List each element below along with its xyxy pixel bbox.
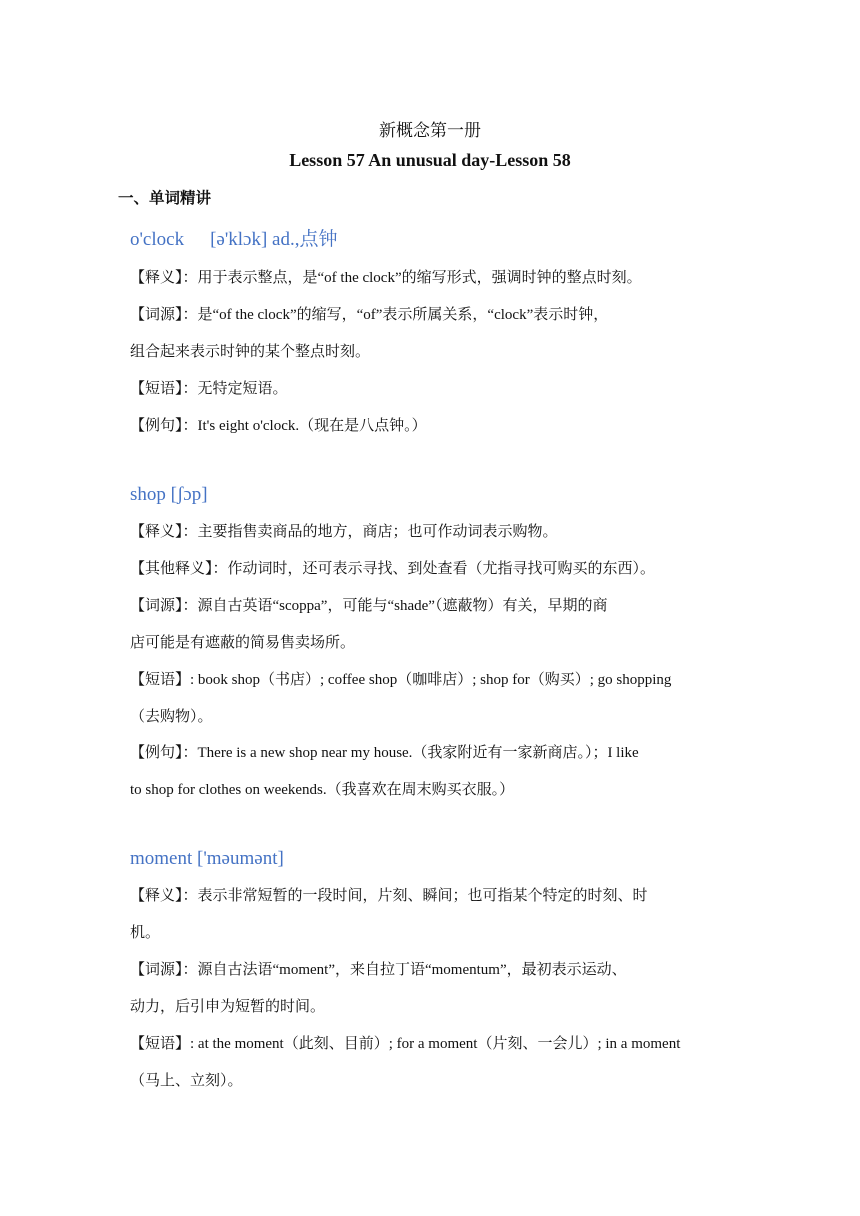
entry-line: 【词源】：源自古法语“moment”，来自拉丁语“momentum”，最初表示运动、 (130, 962, 627, 978)
entry-line: 【例句】：It's eight o'clock.（现在是八点钟。） (130, 418, 427, 434)
entry-line: 【例句】：There is a new shop near my house.（我家附近有一家新商店。）；I like (130, 745, 639, 761)
entry-line: 组合起来表示时钟的某个整点时刻。 (130, 344, 371, 360)
entry-line: （去购物）。 (130, 709, 213, 725)
vocab-word-shop: shop [ʃɔp] (130, 484, 208, 505)
vocab-word-oclock (130, 224, 337, 251)
entry-line: 【释义】：主要指售卖商品的地方，商店；也可作动词表示购物。 (130, 524, 558, 540)
vocab-pron: [ə'klɔk] ad.,点钟 (210, 229, 338, 250)
entry-line: 【词源】：是“of the clock”的缩写，“of”表示所属关系，“clock”表示时钟， (130, 307, 609, 323)
lesson-title: Lesson 57 An unusual day-Lesson 58 (289, 150, 571, 170)
entry-line: 【词源】：源自古英语“scoppa”，可能与“shade”（遮蔽物）有关，早期的商 (130, 598, 608, 614)
entry-line: 【其他释义】：作动词时，还可表示寻找、到处查看（尤指寻找可购买的东西）。 (130, 561, 656, 577)
entry-line: 动力，后引申为短暂的时间。 (130, 999, 326, 1015)
vocab-word-text: o'clock (130, 229, 185, 250)
entry-line: 【释义】：表示非常短暂的一段时间，片刻、瞬间；也可指某个特定的时刻、时 (130, 888, 648, 904)
entry-line: 机。 (130, 925, 161, 941)
page-title: 新概念第一册 (379, 121, 481, 141)
vocab-word-moment: moment ['məumənt] (130, 848, 284, 869)
entry-line: 【短语】：无特定短语。 (130, 381, 288, 397)
entry-line: （马上、立刻）。 (130, 1073, 243, 1089)
entry-line: 【释义】：用于表示整点，是“of the clock”的缩写形式，强调时钟的整点时刻。 (130, 270, 642, 286)
entry-line: 【短语】: book shop（书店）; coffee shop（咖啡店）; shop for（购买）; go shopping (130, 672, 672, 688)
entry-line: 店可能是有遮蔽的简易售卖场所。 (130, 635, 356, 651)
entry-line: 【短语】: at the moment（此刻、目前）; for a moment（片刻、一会儿）; in a moment (130, 1036, 681, 1052)
section-heading: 一、单词精讲 (118, 188, 212, 207)
entry-line: to shop for clothes on weekends.（我喜欢在周末购买衣服。） (130, 782, 515, 798)
